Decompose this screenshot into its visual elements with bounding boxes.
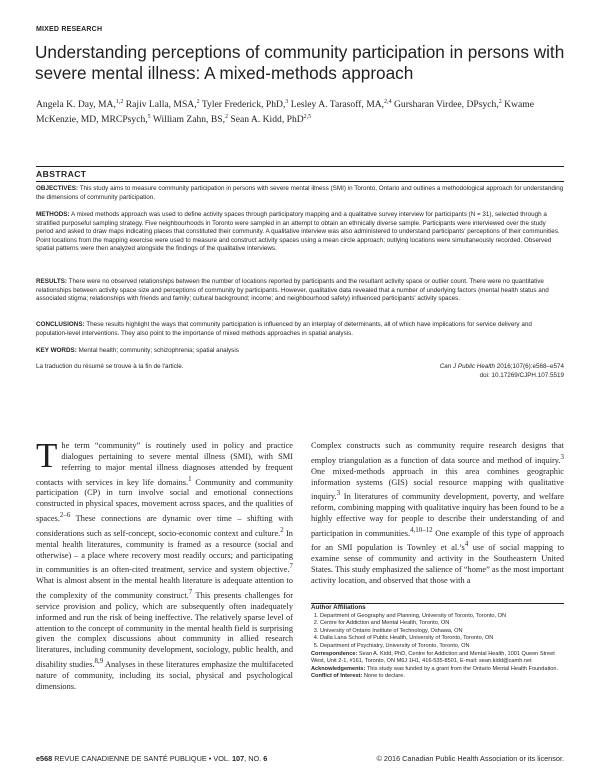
footer-journal: REVUE CANADIENNE DE SANTÉ PUBLIQUE • VOL. bbox=[52, 754, 232, 763]
footer-volume: 107 bbox=[231, 754, 245, 763]
affiliation-item: 4. Dalla Lana School of Public Health, University of Toronto, Toronto, ON bbox=[320, 635, 564, 643]
article-title: Understanding perceptions of community participation in persons with severe mental illness: A mixed-methods approach bbox=[35, 42, 565, 83]
results-text: There were no observed relationships between the number of locations reported by participants and the resultant activity space or outlier count. There were no quantitative relationships between activity space size and perceptions of community by participants. However, qualitative data revealed that a number of underlying factors (mental health status and associated stigma; relationships with friends and family; cultural background; income; and neighbourhood safety) influenced participants' activity spaces. bbox=[36, 278, 549, 302]
methods-label: METHODS: bbox=[36, 211, 70, 218]
footer-journal-info bbox=[36, 754, 267, 763]
correspondence-label: Correspondence: bbox=[311, 650, 358, 657]
acknowledgements-text: This study was funded by a grant from the Ontario Mental Health Foundation. bbox=[365, 665, 559, 672]
keywords-text: Mental health; community; schizophrenia; spatial analysis bbox=[76, 347, 239, 354]
affiliation-item: 3. University of Ontario Institute of Technology, Oshawa, ON bbox=[320, 628, 564, 636]
citation-block bbox=[440, 363, 564, 380]
abstract-conclusions bbox=[36, 321, 564, 338]
citation-details: 2016;107(6):e568–e574 bbox=[495, 363, 564, 370]
acknowledgements-label: Acknowledgements: bbox=[311, 665, 366, 672]
affiliations-heading: Author Affiliations bbox=[311, 604, 366, 611]
affiliation-item: 1. Department of Geography and Planning, University of Toronto, Toronto, ON bbox=[320, 613, 564, 621]
citation-line bbox=[440, 363, 564, 372]
body-text-left: he term “community” is routinely used in policy and practice dialogues pertaining to severe mental illness (SMI), with SMI referring to major mental illness diagnoses attended by frequent contacts with services in key life domains.$^1$ Community and community participation (CP) in turn involve social and emotional connections constructed in physical spaces, movement across spaces, and the qualities of spaces.$^{2-6}$ These connections are dynamic over time – shifting with considerations such as self-concept, socio-economic context and culture.$^2$ In mental health literatures, community is framed as a resource (social and otherwise) – a place where recovery most readily occurs; and participating in communities is an often-cited treatment, service and system objective.$^7$ What is almost absent in the mental health literature is adequate attention to the complexity of the community construct.$^7$ This presents challenges for service provision and policy, which are subsequently often inadequately informed and run the risk of being ineffective. The relatively sparse level of attention to the concept of community in the mental health field is surprising given the complex discussions about community in allied research literatures, including community development, sociology, public health, and disability studies.$^{8,9}$ Analyses in these literatures emphasize the multifaceted nature of community, including its social, physical and psychological dimensions. bbox=[36, 441, 294, 691]
doi-link[interactable]: doi: 10.17269/CJPH.107.5519 bbox=[479, 371, 564, 379]
conflict-text: None to declare. bbox=[362, 673, 405, 680]
affiliations-list bbox=[311, 613, 564, 651]
abstract-heading-rule bbox=[36, 181, 564, 182]
abstract-results bbox=[36, 278, 564, 304]
abstract-methods bbox=[36, 211, 564, 254]
conflict-of-interest bbox=[311, 673, 564, 681]
author-affiliations bbox=[311, 604, 564, 681]
section-tag: MIXED RESEARCH bbox=[36, 26, 103, 33]
footer-no-label: , NO. bbox=[244, 754, 264, 763]
citation-journal: Can J Public Health bbox=[439, 363, 496, 370]
drop-cap: T bbox=[36, 436, 58, 475]
conflict-label: Conflict of Interest: bbox=[311, 673, 363, 680]
objectives-text: This study aims to measure community participation in persons with severe mental illness (SMI) in Toronto, Ontario and outlines a methodological approach for understanding the dimensions of community participation. bbox=[36, 185, 564, 201]
footer-issue: 6 bbox=[263, 754, 268, 763]
acknowledgements bbox=[311, 666, 564, 674]
results-label: RESULTS: bbox=[36, 278, 68, 285]
methods-text: A mixed methods approach was used to define activity spaces through participatory mapping and a qualitative survey interview for participants (N = 31), selected through a stratified purposeful sampling strategy. Five neighbourhoods in Toronto were sampled in an attempt to obtain an ethnically diverse sample. Participants were interviewed over the study period and asked to draw maps indicating places that constituted their community. A qualitative interview was also administered to understand participants' perceptions of their communities. Point locations from the mapping exercise were used to measure and construct activity spaces using a mean circle approach; outlying locations were simultaneously recorded. Observed spatial patterns were then analyzed alongside the findings of the qualitative interviews. bbox=[36, 211, 560, 252]
french-translation-note: La traduction du résumé se trouve à la fin de l'article. bbox=[36, 363, 184, 370]
abstract-keywords bbox=[36, 347, 564, 356]
keywords-label: KEY WORDS: bbox=[36, 347, 77, 354]
abstract-top-rule bbox=[36, 166, 564, 167]
body-text-right: Complex constructs such as community require research designs that employ triangulation as a function of data source and method of inquiry.$^3$ One mixed-methods approach in this area combines geographic information systems (GIS) social resource mapping with qualitative inquiry.$^3$ In literatures of community development, poverty, and welfare reform, combining mapping with qualitative inquiry has been found to be a highly effective way for people to describe their understanding of and participation in communities.$^{4,10-12}$ One example of this type of approach for an SMI population is Townley et $al.’s^4$ use of social mapping to examine sense of community and activity in the Southeastern United States. This study emphasized the salience of “home” as the most important activity location, and observed that those with a bbox=[311, 441, 564, 586]
conclusions-text: These results highlight the ways that community participation is influenced by an interplay of determinants, all of which have implications for service delivery and population-level interventions. They also point to the importance of mixed methods approaches in spatial analysis. bbox=[36, 321, 532, 337]
objectives-label: OBJECTIVES: bbox=[36, 185, 78, 192]
correspondence bbox=[311, 651, 564, 666]
abstract-objectives bbox=[36, 185, 564, 202]
body-column-right bbox=[311, 441, 564, 587]
affiliation-item: 5. Department of Psychiatry, University of Toronto, Toronto, ON bbox=[320, 643, 564, 651]
affiliation-item: 2. Centre for Addiction and Mental Health, Toronto, ON bbox=[320, 620, 564, 628]
correspondence-text: Sean A. Kidd, PhD, Centre for Addiction and Mental Health, 1001 Queen Street West, Unit 2-1, #161, Toronto, ON M6J 1H1, 416-535-8501, E-mail: sean.kidd@camh.net bbox=[311, 650, 555, 665]
conclusions-label: CONCLUSIONS: bbox=[36, 321, 85, 328]
abstract-heading: ABSTRACT bbox=[36, 169, 87, 179]
page-number: e568 bbox=[36, 754, 53, 763]
body-column-left bbox=[36, 436, 294, 693]
footer-copyright: © 2016 Canadian Public Health Association or its licensor. bbox=[376, 754, 564, 763]
author-list: Angela K. Day, MA,$^{1,2}$ Rajiv Lalla, MSA,$^2$ Tyler Frederick, PhD,$^3$ Lesley A. Tarasoff, MA,$^{2,4}$ Gursharan Virdee, DPsych,$^2$ Kwame McKenzie, MD, MRCPsych,$^5$ William Zahn, BS,$^2$ Sean A. Kidd, PhD$^{2,5}$ bbox=[36, 99, 534, 126]
